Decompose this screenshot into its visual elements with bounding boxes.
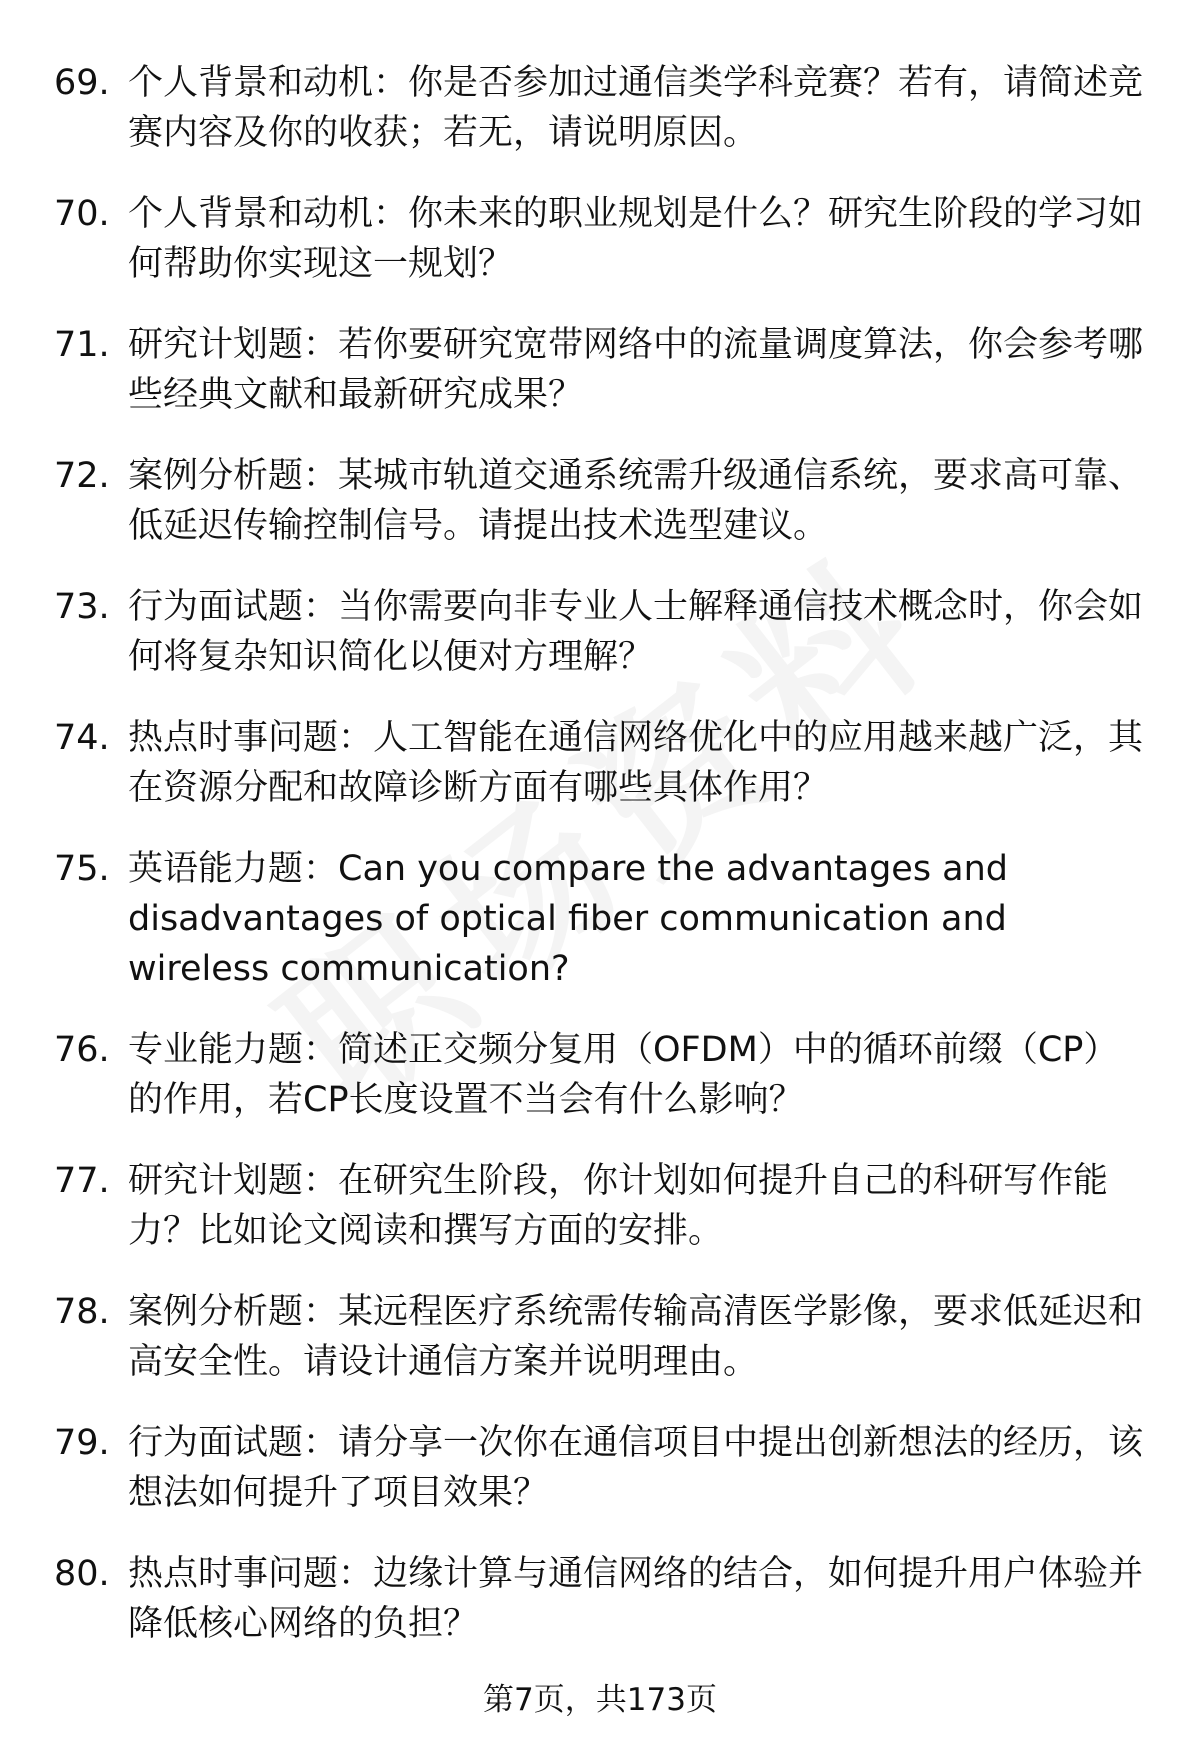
question-text: 英语能力题：Can you compare the advantages and disadvantages of optical fiber communication and wireless communication? <box>128 849 1009 989</box>
question-item <box>0 574 1200 705</box>
question-number: 76. <box>54 1030 110 1070</box>
question-text: 研究计划题：若你要研究宽带网络中的流量调度算法，你会参考哪些经典文献和最新研究成果？ <box>128 325 1144 415</box>
question-number: 78. <box>54 1292 110 1332</box>
question-item <box>0 50 1200 181</box>
question-number: 79. <box>54 1423 110 1463</box>
question-text: 个人背景和动机：你是否参加过通信类学科竞赛？若有，请简述竞赛内容及你的收获；若无，请说明原因。 <box>128 63 1144 153</box>
question-number: 80. <box>54 1554 110 1594</box>
question-number: 75. <box>54 849 110 889</box>
question-item <box>0 181 1200 312</box>
question-number: 71. <box>54 325 110 365</box>
question-item <box>0 1148 1200 1279</box>
question-text: 案例分析题：某城市轨道交通系统需升级通信系统，要求高可靠、低延迟传输控制信号。请提出技术选型建议。 <box>128 456 1144 546</box>
question-item <box>0 1279 1200 1410</box>
question-item <box>0 705 1200 836</box>
question-item <box>0 836 1200 1017</box>
question-list <box>0 50 1200 1672</box>
question-text: 个人背景和动机：你未来的职业规划是什么？研究生阶段的学习如何帮助你实现这一规划？ <box>128 194 1144 284</box>
question-number: 69. <box>54 63 110 103</box>
question-item <box>0 1541 1200 1672</box>
question-item <box>0 312 1200 443</box>
question-text: 热点时事问题：边缘计算与通信网络的结合，如何提升用户体验并降低核心网络的负担？ <box>128 1554 1144 1644</box>
question-item <box>0 1410 1200 1541</box>
page-footer: 第7页，共173页 <box>483 1682 717 1718</box>
question-text: 专业能力题：简述正交频分复用（OFDM）中的循环前缀（CP）的作用，若CP长度设置不当会有什么影响？ <box>128 1030 1119 1120</box>
question-number: 77. <box>54 1161 110 1201</box>
question-text: 研究计划题：在研究生阶段，你计划如何提升自己的科研写作能力？比如论文阅读和撰写方面的安排。 <box>128 1161 1109 1251</box>
question-number: 73. <box>54 587 110 627</box>
question-number: 72. <box>54 456 110 496</box>
question-item <box>0 1017 1200 1148</box>
question-text: 案例分析题：某远程医疗系统需传输高清医学影像，要求低延迟和高安全性。请设计通信方案并说明理由。 <box>128 1292 1144 1382</box>
question-text: 行为面试题：当你需要向非专业人士解释通信技术概念时，你会如何将复杂知识简化以便对方理解？ <box>128 587 1144 677</box>
question-item <box>0 443 1200 574</box>
question-text: 行为面试题：请分享一次你在通信项目中提出创新想法的经历，该想法如何提升了项目效果？ <box>128 1423 1144 1513</box>
question-text: 热点时事问题：人工智能在通信网络优化中的应用越来越广泛，其在资源分配和故障诊断方面有哪些具体作用？ <box>128 718 1144 808</box>
question-number: 70. <box>54 194 110 234</box>
question-number: 74. <box>54 718 110 758</box>
